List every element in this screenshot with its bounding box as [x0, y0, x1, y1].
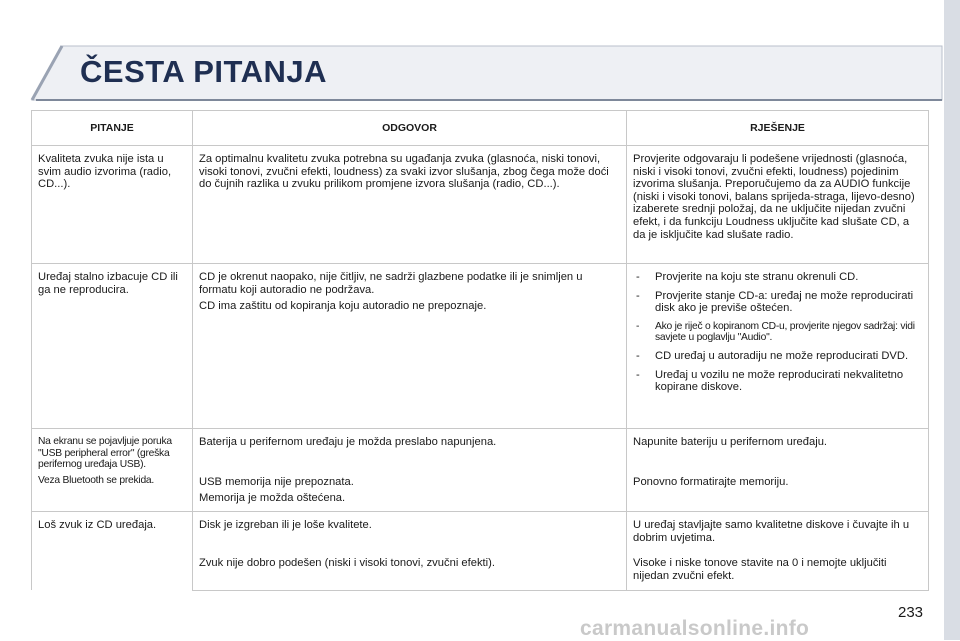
- solution-cell: U uređaj stavljajte samo kvalitetne diskove i čuvajte ih u dobrim uvjetima.: [627, 512, 929, 551]
- table-row: [32, 264, 929, 429]
- page-title: ČESTA PITANJA: [80, 54, 328, 89]
- question-cell: [32, 429, 193, 512]
- table-row: [32, 512, 929, 551]
- column-header-answer: ODGOVOR: [193, 111, 627, 146]
- answer-cell: [193, 264, 627, 429]
- answer-cell: [193, 512, 627, 551]
- list-item: - Provjerite na koju ste stranu okrenuli CD.: [633, 271, 922, 284]
- question-text: Na ekranu se pojavljuje poruka "USB peripheral error" (greška perifernog uređaja USB).: [38, 436, 172, 471]
- answer-cell: [193, 146, 627, 264]
- faq-table: [31, 110, 929, 591]
- question-cell: Kvaliteta zvuka nije ista u svim audio izvorima (radio, CD...).: [32, 146, 193, 264]
- table-row: [32, 146, 929, 264]
- question-text: Veza Bluetooth se prekida.: [38, 474, 155, 486]
- column-header-solution: RJEŠENJE: [627, 111, 929, 146]
- page-number: 233: [898, 604, 924, 621]
- watermark: carmanualsonline.info: [580, 617, 810, 640]
- list-item: - Ako je riječ o kopiranom CD-u, provjerite njegov sadržaj: vidi savjete u poglavlju "Audio".: [633, 321, 922, 344]
- list-item: - Uređaj u vozilu ne može reproducirati nekvalitetno kopirane diskove.: [633, 369, 922, 394]
- solution-cell: Provjerite odgovaraju li podešene vrijednosti (glasnoća, niski i visoki tonovi, zvučni efekti, loudness) pojedinim izvorima slušanja. Preporučujemo da za AUDIO funkcije (niski i visoki tonovi, balans sprijeda-straga, lijevo-desno) izaberete srednji položaj, da ne uključite nijedan zvučni efekt, i da funkciju Loudness uključite kad slušate CD, a da je isključite kad slušate radio.: [627, 146, 929, 264]
- answer-text: Baterija u perifernom uređaju je možda preslabo napunjena.: [199, 436, 497, 448]
- answer-text: Zvuk nije dobro podešen (niski i visoki tonovi, zvučni efekti).: [199, 557, 495, 570]
- answer-text: USB memorija nije prepoznata.: [199, 475, 354, 488]
- solution-cell: Ponovno formatirajte memoriju.: [627, 469, 929, 512]
- answer-text: Za optimalnu kvalitetu zvuka potrebna su ugađanja zvuka (glasnoća, niski tonovi, visoki tonovi, zvučni efekti, loudness) za svaki izvor slušanja, zbog čega može doći do čujnih razlika u zvuku prilikom promjene izvora slušanja (radio, CD...).: [199, 153, 609, 191]
- list-item: - CD uređaj u autoradiju ne može reproducirati DVD.: [633, 350, 922, 363]
- answer-text: CD je okrenut naopako, nije čitljiv, ne sadrži glazbene podatke ili je snimljen u formatu koji autoradio ne podržava.: [199, 271, 583, 296]
- column-header-question: PITANJE: [32, 111, 193, 146]
- answer-text: CD ima zaštitu od kopiranja koju autoradio ne prepoznaje.: [199, 300, 487, 313]
- solution-list: [633, 271, 922, 394]
- solution-cell: [627, 264, 929, 429]
- answer-cell: [193, 550, 627, 590]
- solution-cell: Visoke i niske tonove stavite na 0 i nemojte uključiti nijedan zvučni efekt.: [627, 550, 929, 590]
- table-header-row: [32, 111, 929, 146]
- answer-text: Disk je izgreban ili je loše kvalitete.: [199, 519, 372, 531]
- question-cell: Loš zvuk iz CD uređaja.: [32, 512, 193, 591]
- list-item: - Provjerite stanje CD-a: uređaj ne može reproducirati disk ako je previše oštećen.: [633, 290, 922, 315]
- solution-cell: Napunite bateriju u perifernom uređaju.: [627, 429, 929, 469]
- table-row: [32, 429, 929, 469]
- answer-cell: [193, 469, 627, 512]
- question-cell: Uređaj stalno izbacuje CD ili ga ne reproducira.: [32, 264, 193, 429]
- answer-cell: [193, 429, 627, 469]
- answer-text: Memorija je možda oštećena.: [199, 492, 346, 505]
